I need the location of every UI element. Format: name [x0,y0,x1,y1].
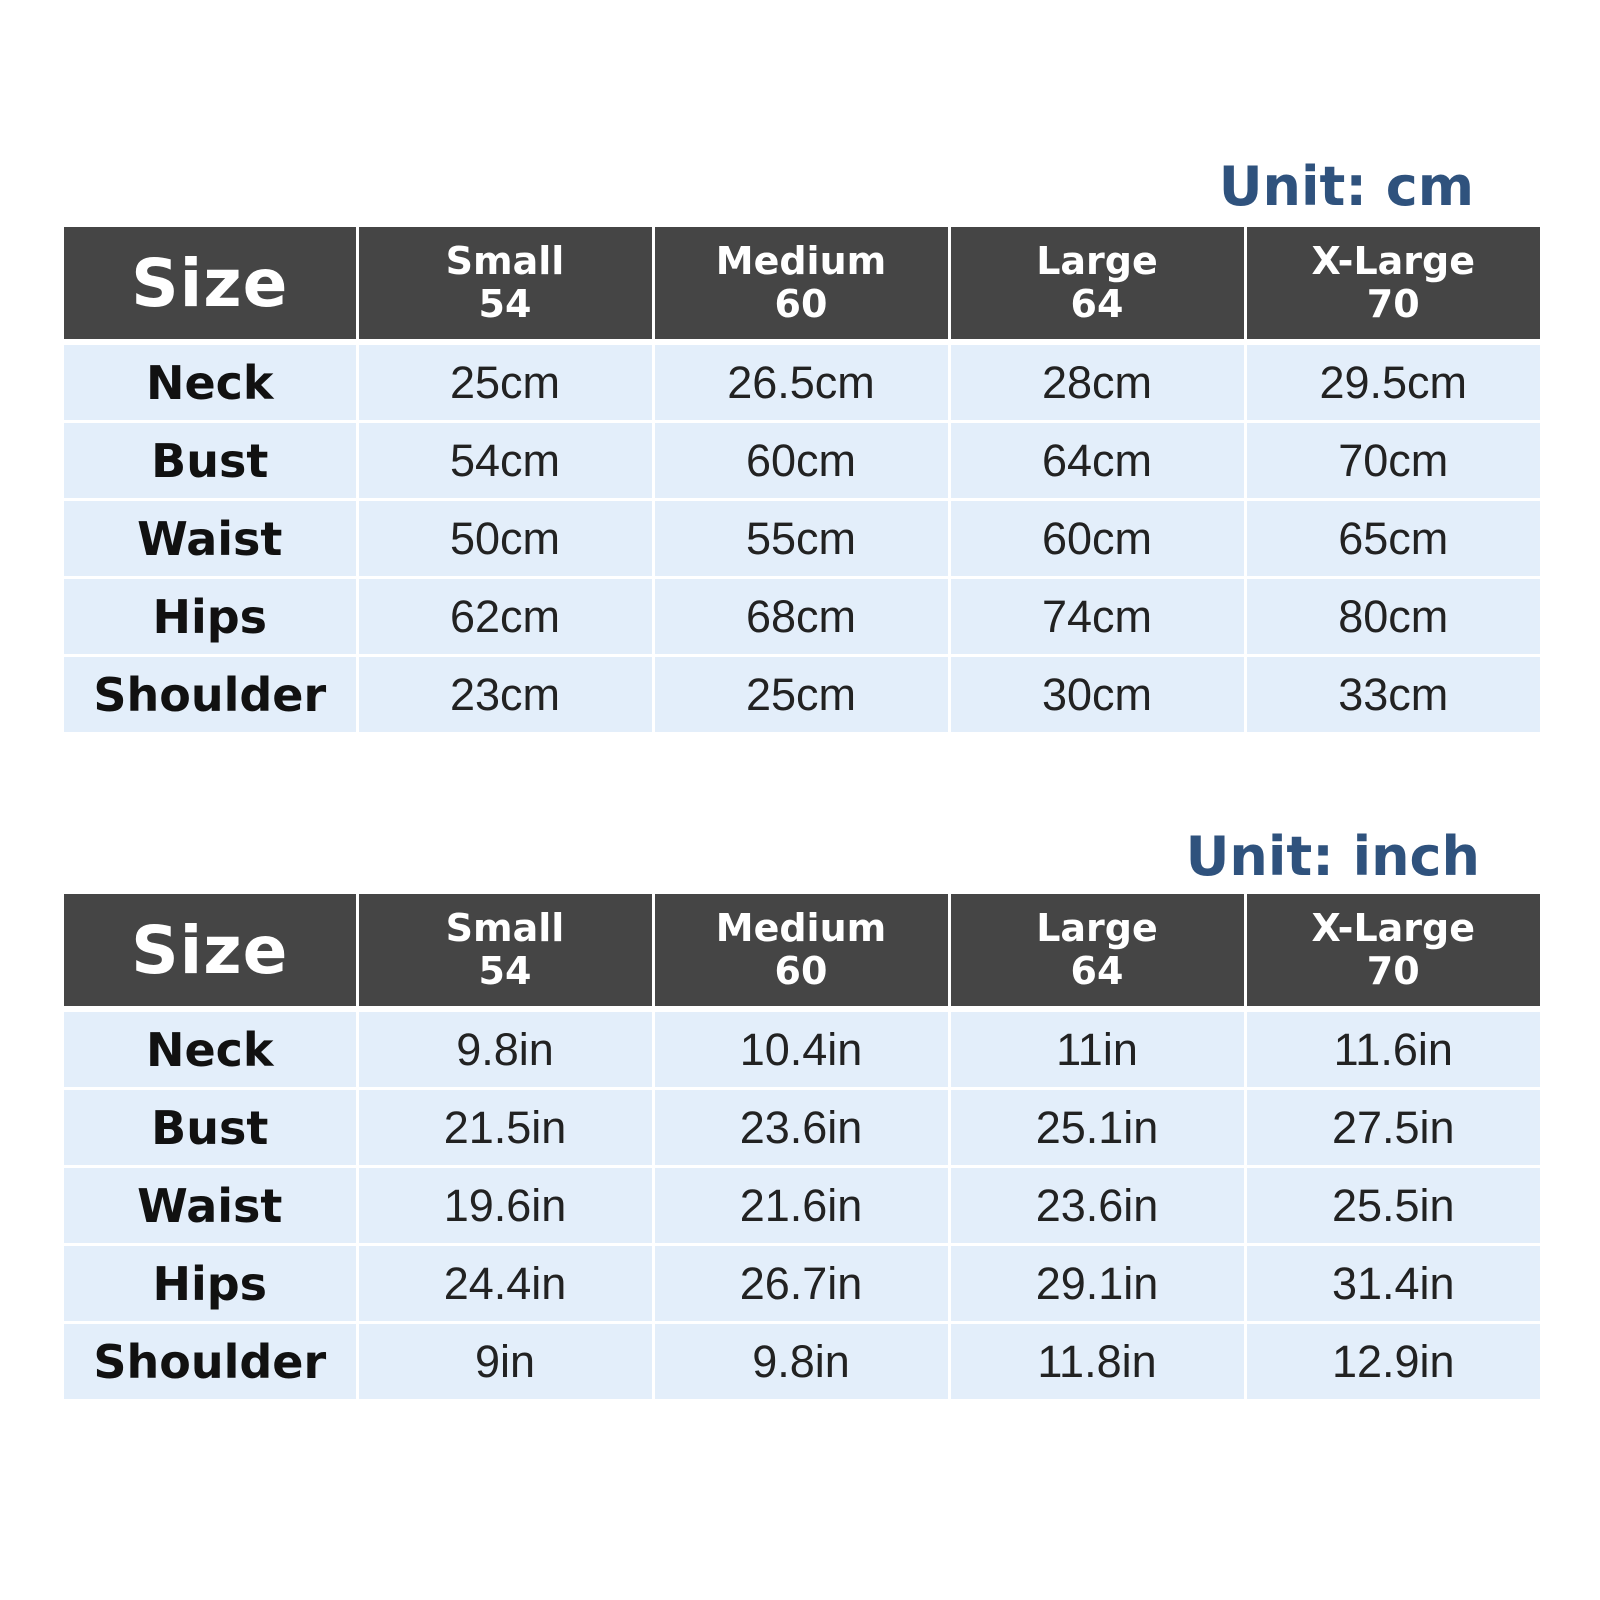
measurement-cell: 23cm [357,656,653,734]
size-number: 60 [774,282,828,326]
measurement-cell: 21.6in [653,1167,949,1245]
measurement-cell: 19.6in [357,1167,653,1245]
table-row [64,1323,1540,1401]
measurement-cell: 64cm [949,422,1245,500]
measurement-cell: 25cm [653,656,949,734]
size-column-header [949,227,1245,342]
measurement-cell: 11.6in [1245,1009,1540,1089]
measurement-cell: 10.4in [653,1009,949,1089]
row-label: Bust [64,422,357,500]
row-label: Hips [64,1245,357,1323]
measurement-cell: 12.9in [1245,1323,1540,1401]
size-column-header [653,227,949,342]
measurement-cell: 28cm [949,342,1245,422]
row-label: Waist [64,500,357,578]
measurement-cell: 50cm [357,500,653,578]
measurement-cell: 68cm [653,578,949,656]
measurement-cell: 11.8in [949,1323,1245,1401]
measurement-cell: 24.4in [357,1245,653,1323]
row-label: Shoulder [64,1323,357,1401]
table-row [64,500,1540,578]
size-number: 64 [1070,282,1124,326]
row-label: Bust [64,1089,357,1167]
measurement-cell: 29.5cm [1245,342,1540,422]
unit-label-inch: Unit: inch [1185,825,1480,888]
measurement-cell: 74cm [949,578,1245,656]
size-number: 60 [774,949,828,993]
measurement-cell: 29.1in [949,1245,1245,1323]
measurement-cell: 30cm [949,656,1245,734]
size-header-cell: Size [64,894,357,1009]
table-row [64,1089,1540,1167]
header-row [64,894,1540,1009]
table-row [64,422,1540,500]
measurement-cell: 62cm [357,578,653,656]
size-column-header [357,227,653,342]
size-name: Small [445,906,565,950]
measurement-cell: 26.7in [653,1245,949,1323]
size-name: Medium [715,906,887,950]
measurement-cell: 55cm [653,500,949,578]
table-row [64,342,1540,422]
measurement-cell: 23.6in [653,1089,949,1167]
measurement-cell: 11in [949,1009,1245,1089]
measurement-cell: 25.1in [949,1089,1245,1167]
measurement-cell: 21.5in [357,1089,653,1167]
size-name: Large [1036,906,1158,950]
measurement-cell: 60cm [949,500,1245,578]
measurement-cell: 80cm [1245,578,1540,656]
measurement-cell: 23.6in [949,1167,1245,1245]
table-row [64,1009,1540,1089]
measurement-cell: 26.5cm [653,342,949,422]
size-number: 64 [1070,949,1124,993]
header-row [64,227,1540,342]
measurement-cell: 33cm [1245,656,1540,734]
row-label: Waist [64,1167,357,1245]
measurement-cell: 9.8in [357,1009,653,1089]
size-column-header [949,894,1245,1009]
measurement-cell: 25cm [357,342,653,422]
size-table-cm [64,227,1540,735]
measurement-cell: 31.4in [1245,1245,1540,1323]
row-label: Shoulder [64,656,357,734]
table-row [64,1167,1540,1245]
size-column-header [653,894,949,1009]
size-column-header [1245,894,1540,1009]
measurement-cell: 70cm [1245,422,1540,500]
measurement-cell: 25.5in [1245,1167,1540,1245]
size-table-inch [64,894,1540,1402]
size-name: Small [445,239,565,283]
size-number: 70 [1366,949,1420,993]
measurement-cell: 54cm [357,422,653,500]
measurement-cell: 65cm [1245,500,1540,578]
size-number: 54 [478,282,532,326]
row-label: Neck [64,342,357,422]
measurement-cell: 9in [357,1323,653,1401]
table-row [64,656,1540,734]
row-label: Hips [64,578,357,656]
measurement-cell: 27.5in [1245,1089,1540,1167]
measurement-cell: 9.8in [653,1323,949,1401]
measurement-cell: 60cm [653,422,949,500]
size-name: X-Large [1311,239,1476,283]
unit-label-cm: Unit: cm [1218,155,1474,218]
size-header-cell: Size [64,227,357,342]
table-row [64,578,1540,656]
size-name: X-Large [1311,906,1476,950]
size-column-header [357,894,653,1009]
table-row [64,1245,1540,1323]
row-label: Neck [64,1009,357,1089]
size-number: 54 [478,949,532,993]
size-number: 70 [1366,282,1420,326]
size-name: Large [1036,239,1158,283]
size-name: Medium [715,239,887,283]
size-column-header [1245,227,1540,342]
